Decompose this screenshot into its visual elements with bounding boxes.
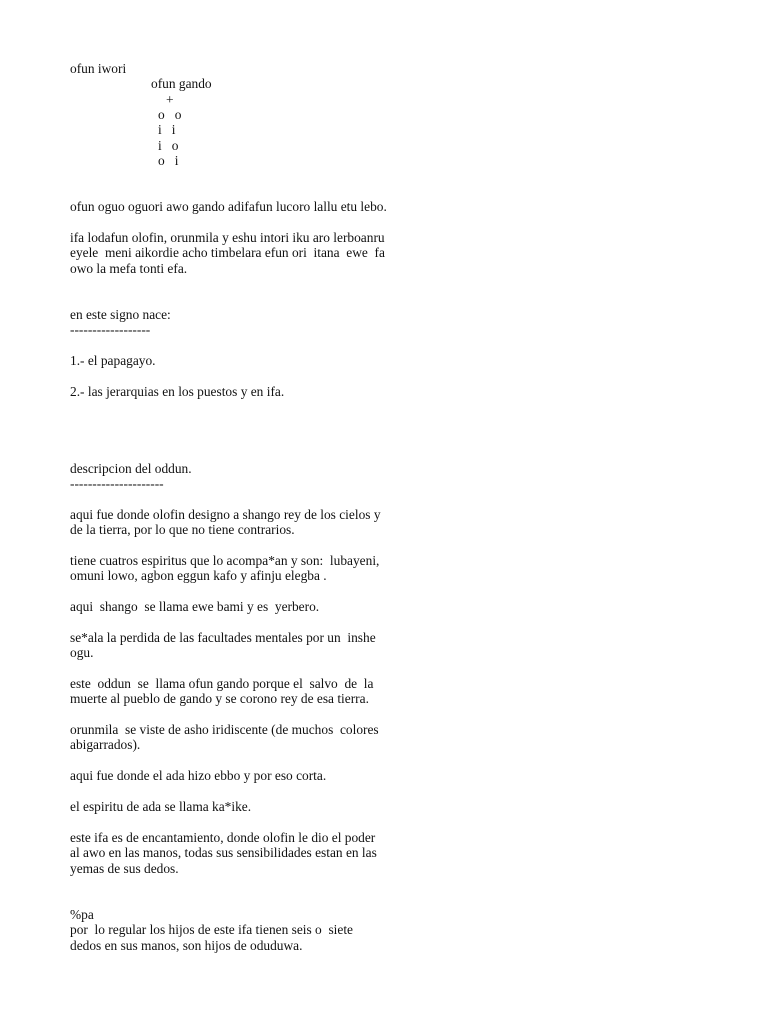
paragraph-line: este ifa es de encantamiento, donde olofin le dio el poder [70, 830, 376, 845]
paragraph-line: aqui fue donde el ada hizo ebbo y por eso corta. [70, 768, 327, 783]
sign-mark-row: i o [158, 138, 179, 153]
paragraph-line: eyele meni aikordie acho timbelara efun ori itana ewe fa [70, 245, 385, 260]
paragraph-line: al awo en las manos, todas sus sensibilidades estan en las [70, 845, 377, 860]
section-rule: ------------------ [70, 322, 151, 337]
sign-name: ofun gando [151, 76, 212, 91]
paragraph-line: por lo regular los hijos de este ifa tienen seis o siete [70, 922, 353, 937]
sign-mark-row: o o [158, 107, 182, 122]
sign-plus: + [166, 92, 174, 107]
paragraph-line: aqui fue donde olofin designo a shango rey de los cielos y [70, 507, 381, 522]
section-title-nace: en este signo nace: [70, 307, 171, 322]
intro-line: ofun oguo oguori awo gando adifafun lucoro lallu etu lebo. [70, 199, 387, 214]
paragraph-line: aqui shango se llama ewe bami y es yerbero. [70, 599, 320, 614]
section-rule: --------------------- [70, 476, 164, 491]
paragraph-line: orunmila se viste de asho iridiscente (de muchos colores [70, 722, 379, 737]
paragraph-line: omuni lowo, agbon eggun kafo y afinju elegba . [70, 568, 327, 583]
paragraph-line: el espiritu de ada se llama ka*ike. [70, 799, 252, 814]
paragraph-line: abigarrados). [70, 737, 141, 752]
paragraph-line: owo la mefa tonti efa. [70, 261, 188, 276]
section-title-descripcion: descripcion del oddun. [70, 461, 192, 476]
sign-mark-row: o i [158, 153, 179, 168]
pa-marker: %pa [70, 907, 94, 922]
paragraph-line: dedos en sus manos, son hijos de oduduwa. [70, 938, 303, 953]
paragraph-line: de la tierra, por lo que no tiene contrarios. [70, 522, 295, 537]
paragraph-line: ogu. [70, 645, 94, 660]
paragraph-line: ifa lodafun olofin, orunmila y eshu intori iku aro lerboanru [70, 230, 385, 245]
sign-mark-row: i i [158, 122, 176, 137]
paragraph-line: yemas de sus dedos. [70, 861, 179, 876]
paragraph-line: este oddun se llama ofun gando porque el salvo de la [70, 676, 374, 691]
document-heading: ofun iwori [70, 61, 127, 76]
paragraph-line: muerte al pueblo de gando y se corono rey de esa tierra. [70, 691, 369, 706]
list-item: 2.- las jerarquias en los puestos y en ifa. [70, 384, 285, 399]
list-item: 1.- el papagayo. [70, 353, 156, 368]
paragraph-line: se*ala la perdida de las facultades mentales por un inshe [70, 630, 376, 645]
paragraph-line: tiene cuatros espiritus que lo acompa*an y son: lubayeni, [70, 553, 380, 568]
